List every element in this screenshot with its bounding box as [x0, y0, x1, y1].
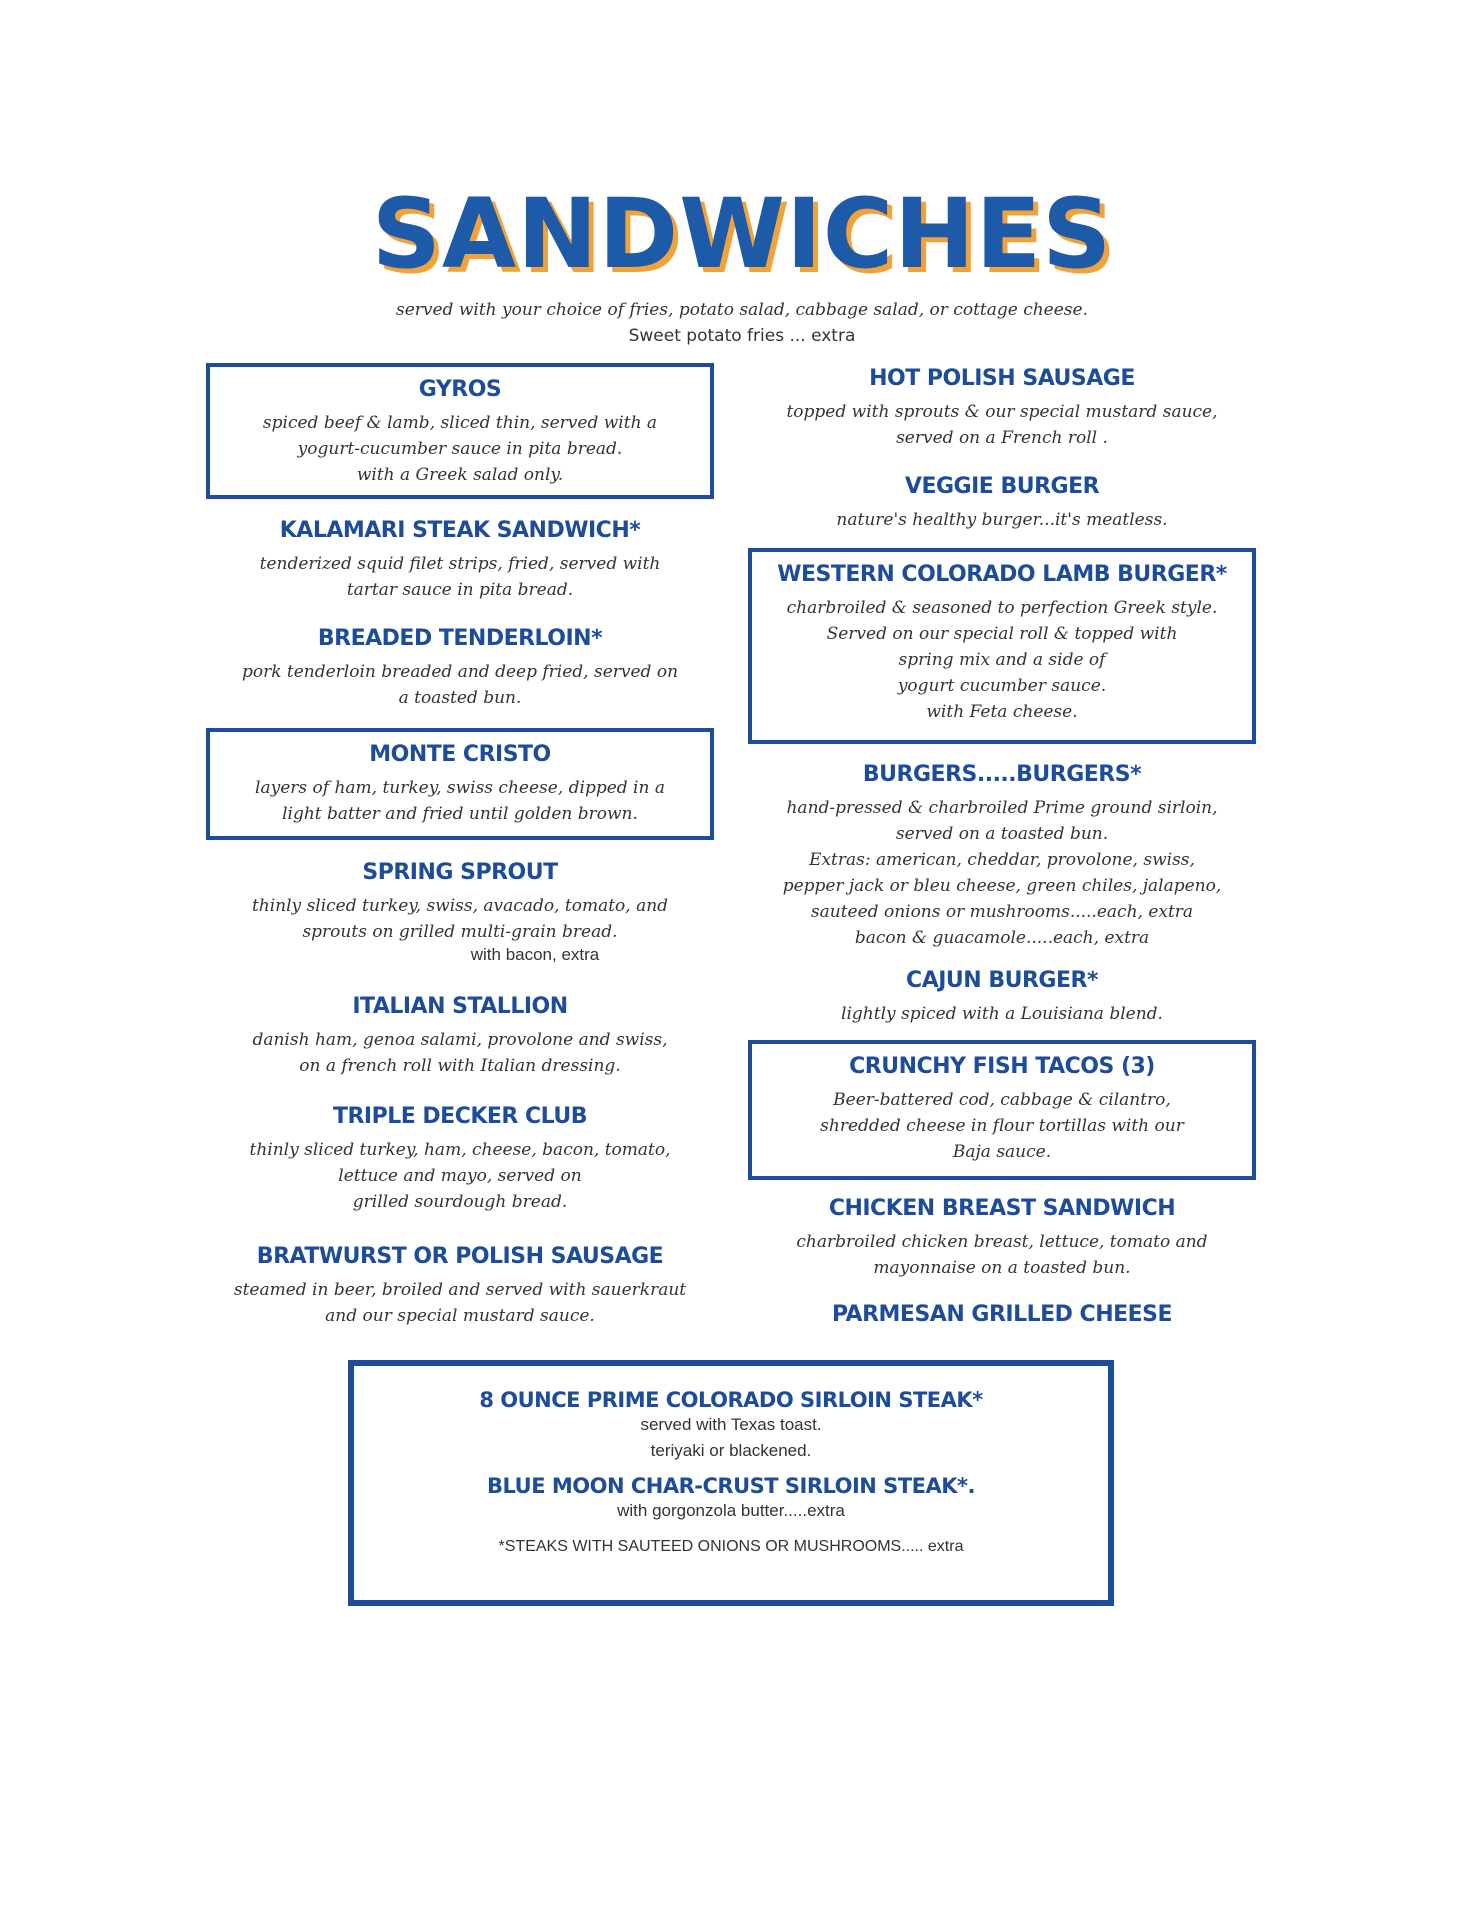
- item-desc: lettuce and mayo, served on: [338, 1166, 582, 1186]
- item-desc: nature's healthy burger...it's meatless.: [836, 510, 1168, 530]
- item-desc: Served on our special roll & topped with: [826, 624, 1178, 644]
- menu-item-parmesan-grilled-cheese: [752, 1302, 1252, 1335]
- menu-item-hot-polish-sausage: [752, 366, 1252, 451]
- item-desc: charbroiled chicken breast, lettuce, tomato and: [796, 1232, 1208, 1252]
- menu-subtitle-sides: served with your choice of fries, potato salad, cabbage salad, or cottage cheese.: [395, 300, 1088, 320]
- item-desc: light batter and fried until golden brown.: [282, 804, 638, 824]
- item-desc: on a french roll with Italian dressing.: [299, 1056, 621, 1076]
- menu-item-gyros: [206, 363, 714, 499]
- menu-item-italian-stallion: [206, 994, 714, 1079]
- item-desc: Beer-battered cod, cabbage & cilantro,: [833, 1090, 1171, 1110]
- item-desc: tenderized squid filet strips, fried, served with: [259, 554, 661, 574]
- item-desc: sauteed onions or mushrooms.....each, extra: [810, 902, 1194, 922]
- menu-item-western-colorado-lamb-burger: [748, 548, 1256, 744]
- item-desc: pepper jack or bleu cheese, green chiles, jalapeno,: [782, 876, 1222, 896]
- item-desc: danish ham, genoa salami, provolone and swiss,: [252, 1030, 668, 1050]
- item-name: BURGERS.....BURGERS*: [862, 762, 1142, 787]
- item-name: CHICKEN BREAST SANDWICH: [828, 1196, 1176, 1221]
- menu-item-breaded-tenderloin: [206, 626, 714, 711]
- item-name: ITALIAN STALLION: [352, 994, 568, 1019]
- item-desc: steamed in beer, broiled and served with sauerkraut: [233, 1280, 687, 1300]
- steaks-box: [348, 1360, 1114, 1606]
- item-desc: Extras: american, cheddar, provolone, swiss,: [809, 850, 1195, 870]
- item-name: GYROS: [418, 377, 502, 402]
- menu-title: SANDWICHES: [371, 178, 1113, 290]
- item-name: CAJUN BURGER*: [906, 968, 1098, 993]
- item-desc: spiced beef & lamb, sliced thin, served with a: [262, 413, 658, 433]
- item-desc: with a Greek salad only.: [356, 465, 564, 485]
- item-name: PARMESAN GRILLED CHEESE: [831, 1302, 1173, 1327]
- menu-subtitle-sweet-potato: Sweet potato fries ... extra: [628, 326, 856, 346]
- item-desc: spring mix and a side of: [898, 650, 1106, 670]
- steak-desc: with gorgonzola butter.....extra: [617, 1501, 845, 1520]
- menu-item-cajun-burger: [752, 968, 1252, 1027]
- item-desc: lightly spiced with a Louisiana blend.: [841, 1004, 1163, 1024]
- item-desc: yogurt cucumber sauce.: [897, 676, 1107, 696]
- item-name: HOT POLISH SAUSAGE: [869, 366, 1135, 391]
- item-desc: a toasted bun.: [398, 688, 522, 708]
- menu-item-burgers: [752, 762, 1252, 951]
- item-desc: with Feta cheese.: [926, 702, 1078, 722]
- item-desc: charbroiled & seasoned to perfection Greek style.: [786, 598, 1218, 618]
- item-desc: bacon & guacamole.....each, extra: [854, 928, 1150, 948]
- item-name: BRATWURST OR POLISH SAUSAGE: [256, 1244, 664, 1269]
- menu-item-triple-decker-club: [206, 1104, 714, 1215]
- item-desc: layers of ham, turkey, swiss cheese, dipped in a: [255, 778, 665, 798]
- item-desc: pork tenderloin breaded and deep fried, served on: [241, 662, 679, 682]
- menu-item-veggie-burger: [752, 474, 1252, 533]
- item-name: BREADED TENDERLOIN*: [317, 626, 603, 651]
- item-desc: thinly sliced turkey, ham, cheese, bacon, tomato,: [249, 1140, 671, 1160]
- steak-name: 8 OUNCE PRIME COLORADO SIRLOIN STEAK*: [479, 1388, 983, 1412]
- steak-desc: served with Texas toast.: [640, 1415, 822, 1434]
- item-name: CRUNCHY FISH TACOS (3): [849, 1054, 1155, 1079]
- menu-item-spring-sprout: [206, 860, 714, 965]
- item-desc: served on a French roll .: [896, 428, 1108, 448]
- steak-desc: teriyaki or blackened.: [650, 1441, 812, 1460]
- item-desc: thinly sliced turkey, swiss, avacado, tomato, and: [251, 896, 669, 916]
- item-desc: grilled sourdough bread.: [352, 1192, 568, 1212]
- item-name: MONTE CRISTO: [369, 742, 551, 767]
- item-desc: shredded cheese in flour tortillas with our: [820, 1116, 1184, 1136]
- item-name: KALAMARI STEAK SANDWICH*: [279, 518, 641, 543]
- item-name: SPRING SPROUT: [362, 860, 558, 885]
- item-desc: tartar sauce in pita bread.: [346, 580, 574, 600]
- item-desc: and our special mustard sauce.: [325, 1306, 595, 1326]
- item-desc: Baja sauce.: [952, 1142, 1052, 1162]
- menu-item-monte-cristo: [206, 728, 714, 840]
- menu-item-kalamari: [206, 518, 714, 603]
- item-name: VEGGIE BURGER: [904, 474, 1100, 499]
- menu-item-bratwurst: [200, 1244, 720, 1329]
- item-name: WESTERN COLORADO LAMB BURGER*: [777, 562, 1227, 587]
- item-name: TRIPLE DECKER CLUB: [332, 1104, 588, 1129]
- item-desc: yogurt-cucumber sauce in pita bread.: [297, 439, 623, 459]
- menu-item-crunchy-fish-tacos: [748, 1040, 1256, 1180]
- menu-item-chicken-breast-sandwich: [752, 1196, 1252, 1281]
- steak-note: *STEAKS WITH SAUTEED ONIONS OR MUSHROOMS..... extra: [498, 1538, 964, 1555]
- item-desc: topped with sprouts & our special mustard sauce,: [786, 402, 1218, 422]
- item-desc: served on a toasted bun.: [895, 824, 1109, 844]
- item-desc: mayonnaise on a toasted bun.: [873, 1258, 1131, 1278]
- steak-name: BLUE MOON CHAR-CRUST SIRLOIN STEAK*.: [487, 1474, 975, 1498]
- item-desc: hand-pressed & charbroiled Prime ground sirloin,: [786, 798, 1218, 818]
- item-desc: sprouts on grilled multi-grain bread.: [302, 922, 618, 942]
- item-extra: with bacon, extra: [470, 945, 600, 964]
